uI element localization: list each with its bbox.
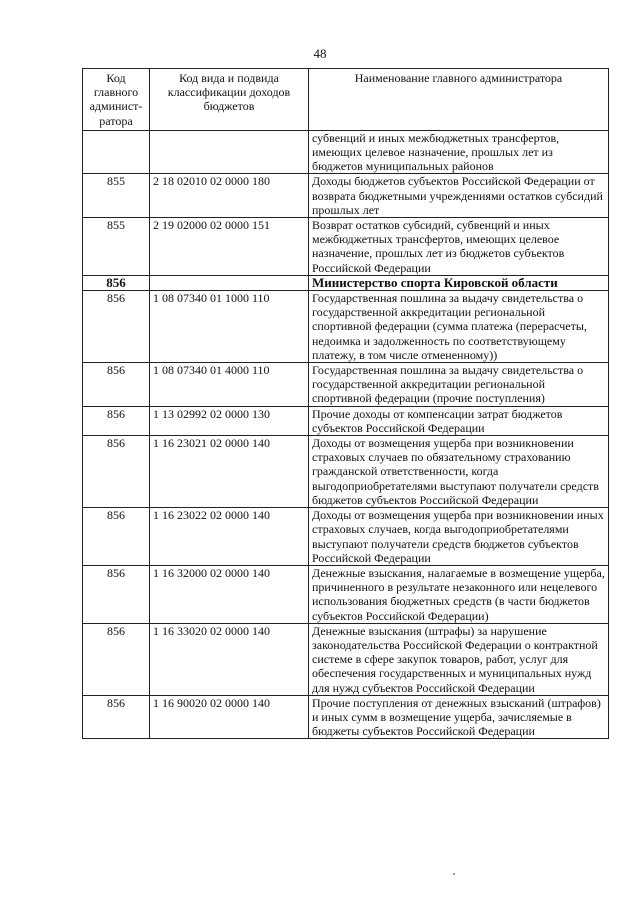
admin-code-cell: 856 (83, 363, 150, 407)
admin-code-cell: 856 (83, 291, 150, 363)
admin-code-cell: 856 (83, 508, 150, 566)
table-row (83, 291, 609, 363)
class-code-cell: 1 16 23022 02 0000 140 (150, 508, 309, 566)
admin-name-cell: Доходы бюджетов субъектов Российской Федерации от возврата бюджетными учреждениями остатков субсидий прошлых лет (309, 174, 609, 218)
table-row (83, 695, 609, 739)
header-admin-code: Код главного админист-ратора (83, 69, 150, 131)
class-code-cell: 1 08 07340 01 4000 110 (150, 363, 309, 407)
admin-name-cell: Прочие доходы от компенсации затрат бюджетов субъектов Российской Федерации (309, 406, 609, 435)
class-code-cell: 1 16 32000 02 0000 140 (150, 565, 309, 623)
class-code-cell: 1 16 33020 02 0000 140 (150, 623, 309, 695)
scan-speck (453, 873, 455, 875)
table-header-row (83, 69, 609, 131)
class-code-cell: 1 16 90020 02 0000 140 (150, 695, 309, 739)
admin-name-cell: Денежные взыскания, налагаемые в возмещение ущерба, причиненного в результате незаконного или нецелевого использования бюджетных средств (в части бюджетов субъектов Российской Федерации) (309, 565, 609, 623)
admin-name-cell: субвенций и иных межбюджетных трансфертов, имеющих целевое назначение, прошлых лет из бюджетов муниципальных районов (309, 130, 609, 174)
table-row (83, 623, 609, 695)
header-admin-name: Наименование главного администратора (309, 69, 609, 131)
class-code-cell (150, 130, 309, 174)
table-row (83, 565, 609, 623)
table-row (83, 406, 609, 435)
revenue-classification-table (82, 68, 609, 739)
table-row (83, 436, 609, 508)
admin-code-cell: 855 (83, 218, 150, 276)
admin-code-cell (83, 130, 150, 174)
table-row (83, 218, 609, 276)
page-number: 48 (313, 46, 327, 61)
admin-name-cell: Возврат остатков субсидий, субвенций и иных межбюджетных трансфертов, имеющих целевое назначение, прошлых лет из бюджетов субъектов Российской Федерации (309, 218, 609, 276)
admin-code-cell: 856 (83, 695, 150, 739)
table-row (83, 130, 609, 174)
table-row (83, 363, 609, 407)
class-code-cell: 1 13 02992 02 0000 130 (150, 406, 309, 435)
admin-code-cell: 856 (83, 275, 150, 290)
admin-name-cell: Доходы от возмещения ущерба при возникновении страховых случаев по обязательному страхованию гражданской ответственности, когда выгодоприобретателями выступают получатели средств бюджетов субъектов Российской Федерации (309, 436, 609, 508)
admin-name-cell: Денежные взыскания (штрафы) за нарушение законодательства Российской Федерации о контрактной системе в сфере закупок товаров, работ, услуг для обеспечения государственных и муниципальных нужд для нужд субъектов Российской Федерации (309, 623, 609, 695)
class-code-cell: 1 08 07340 01 1000 110 (150, 291, 309, 363)
admin-code-cell: 856 (83, 436, 150, 508)
admin-name-cell: Прочие поступления от денежных взысканий (штрафов) и иных сумм в возмещение ущерба, зачисляемые в бюджеты субъектов Российской Федерации (309, 695, 609, 739)
admin-code-cell: 856 (83, 565, 150, 623)
admin-name-cell: Государственная пошлина за выдачу свидетельства о государственной аккредитации региональной спортивной федерации (прочие поступления) (309, 363, 609, 407)
admin-code-cell: 856 (83, 623, 150, 695)
class-code-cell: 2 18 02010 02 0000 180 (150, 174, 309, 218)
admin-name-cell: Доходы от возмещения ущерба при возникновении иных страховых случаев, когда выгодоприобретателями выступают получатели средств бюджетов субъектов Российской Федерации (309, 508, 609, 566)
class-code-cell: 1 16 23021 02 0000 140 (150, 436, 309, 508)
class-code-cell (150, 275, 309, 290)
table-row (83, 508, 609, 566)
table-row (83, 174, 609, 218)
admin-name-cell: Государственная пошлина за выдачу свидетельства о государственной аккредитации региональной спортивной федерации (сумма платежа (перерасчеты, недоимка и задолженность по соответствующему платежу, в том числе отмененному)) (309, 291, 609, 363)
table-section-row (83, 275, 609, 290)
admin-code-cell: 856 (83, 406, 150, 435)
class-code-cell: 2 19 02000 02 0000 151 (150, 218, 309, 276)
admin-name-cell: Министерство спорта Кировской области (309, 275, 609, 290)
admin-code-cell: 855 (83, 174, 150, 218)
header-class-code: Код вида и подвида классификации доходов бюджетов (150, 69, 309, 131)
